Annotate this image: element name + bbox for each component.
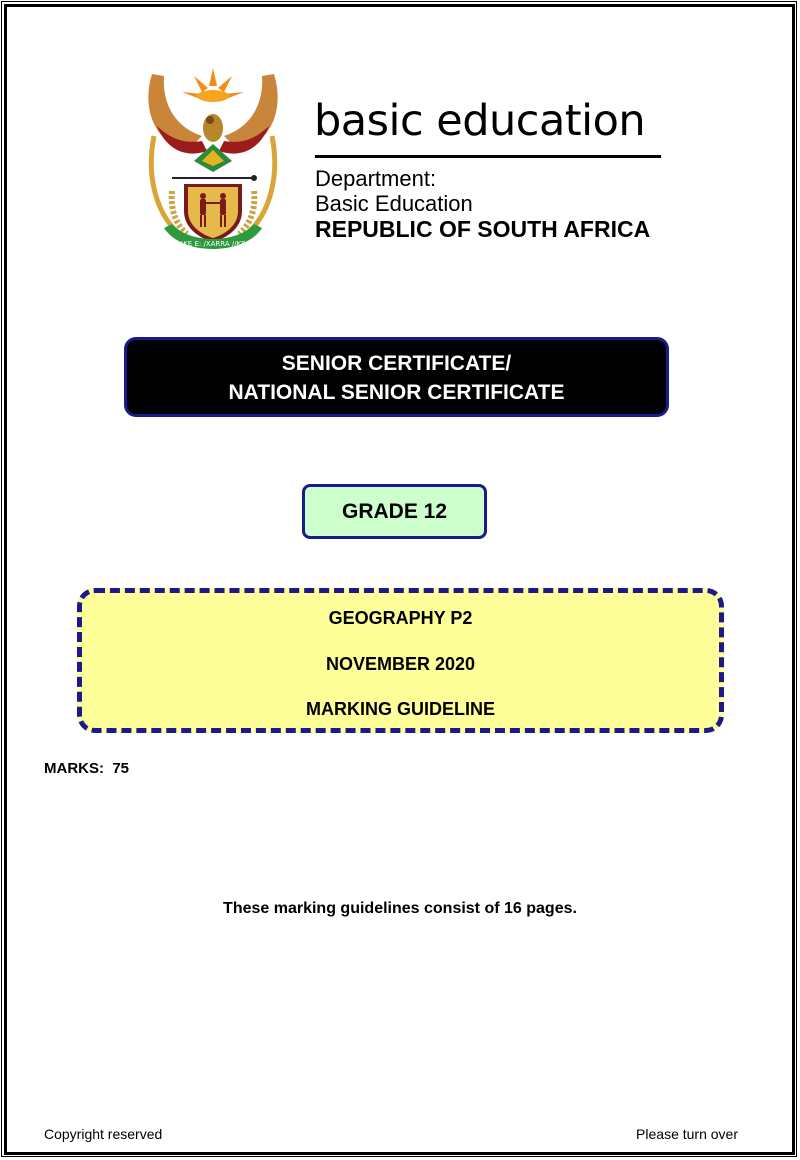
brand-divider — [315, 155, 661, 158]
subject-name: GEOGRAPHY P2 — [328, 608, 473, 628]
crest-motto: !KE E: /XARRA //KE — [180, 240, 246, 248]
total-marks: MARKS: 75 — [44, 760, 130, 777]
document-type: MARKING GUIDELINE — [306, 699, 495, 719]
coat-of-arms-icon — [142, 66, 284, 256]
certificate-line-2: NATIONAL SENIOR CERTIFICATE — [228, 381, 565, 404]
country-name: REPUBLIC OF SOUTH AFRICA — [315, 216, 651, 242]
subject-panel — [77, 588, 724, 733]
certificate-line-1: SENIOR CERTIFICATE/ — [281, 352, 512, 375]
footer-copyright: Copyright reserved — [44, 1126, 163, 1142]
brand-title: basic education — [314, 96, 646, 146]
page-count-note: These marking guidelines consist of 16 pages. — [223, 900, 577, 917]
department-label: Department: — [315, 166, 437, 191]
footer-turn-over: Please turn over — [636, 1126, 738, 1142]
exam-session: NOVEMBER 2020 — [325, 654, 476, 674]
department-name: Basic Education — [315, 191, 473, 216]
certificate-banner — [124, 337, 669, 417]
grade-badge: GRADE 12 — [302, 484, 487, 539]
